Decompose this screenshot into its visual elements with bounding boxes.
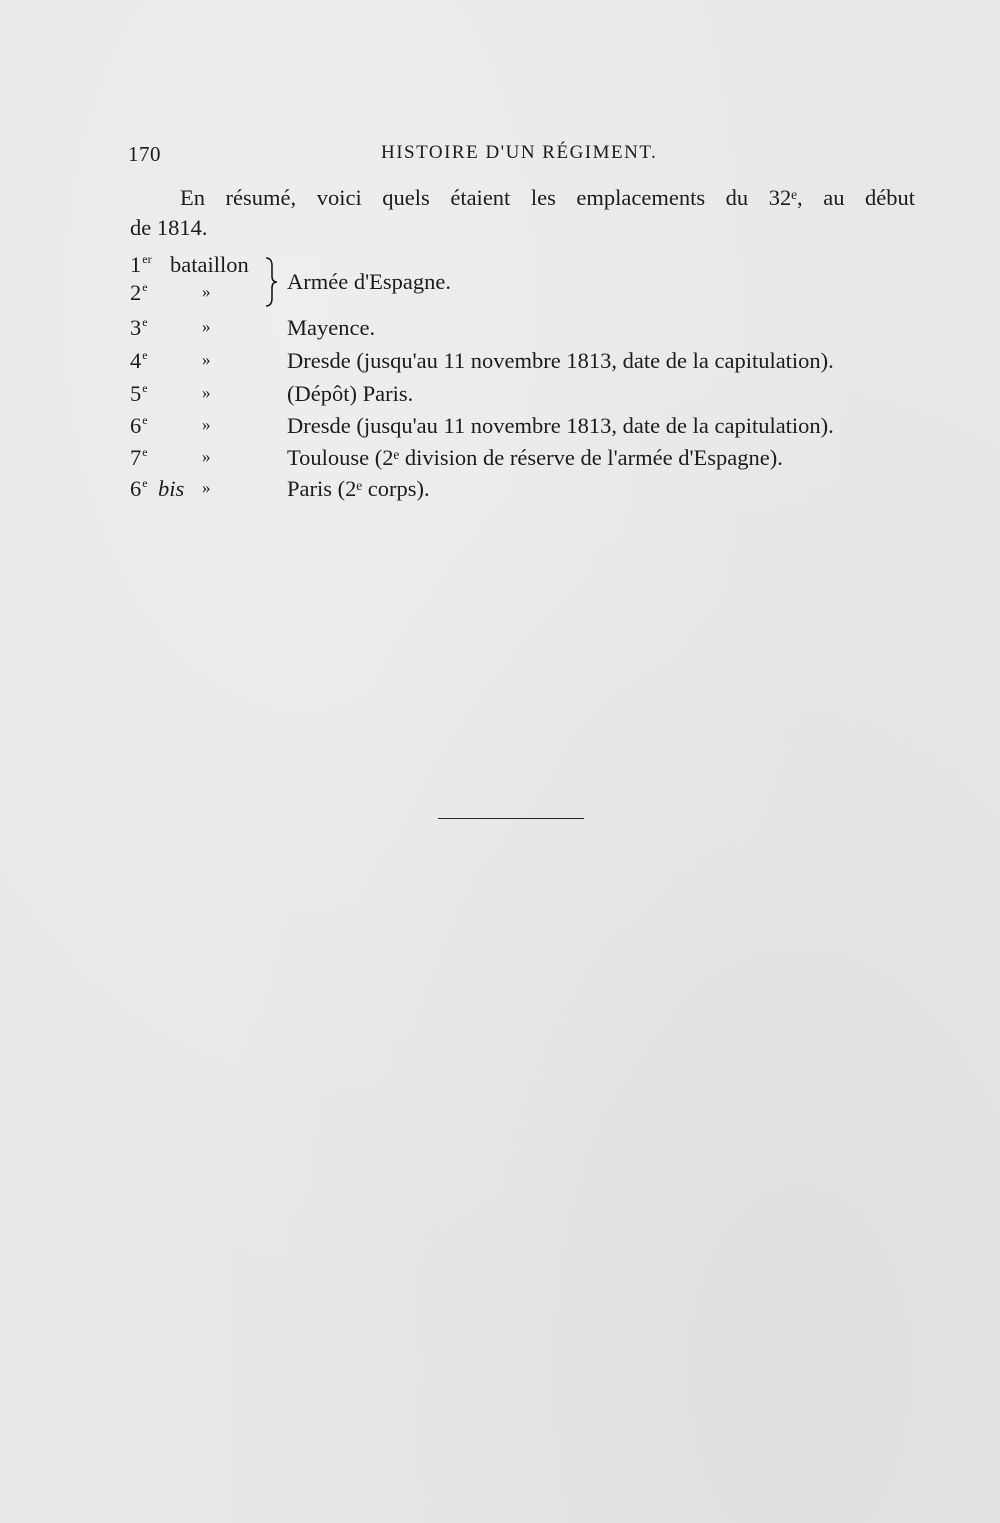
- battalion-location: (Dépôt) Paris.: [287, 381, 414, 406]
- battalion-number: 6e: [130, 476, 148, 501]
- section-end-rule: [438, 818, 584, 819]
- curly-brace-icon: [263, 256, 279, 308]
- battalion-location: Paris (2ᵉ corps).: [287, 476, 430, 501]
- ditto-mark: »: [202, 478, 211, 497]
- battalion-location: Dresde (jusqu'au 11 novembre 1813, date de la capitulation).: [287, 348, 834, 373]
- battalion-number: 2e: [130, 280, 148, 305]
- battalion-location: Toulouse (2ᵉ division de réserve de l'armée d'Espagne).: [287, 445, 783, 470]
- battalion-unit-label: bis: [158, 476, 185, 501]
- battalion-number: 6e: [130, 413, 148, 438]
- battalion-location: Mayence.: [287, 315, 376, 340]
- battalion-location: Dresde (jusqu'au 11 novembre 1813, date de la capitulation).: [287, 413, 834, 438]
- ditto-mark: »: [202, 383, 211, 402]
- battalion-unit-label: bataillon: [170, 252, 249, 277]
- battalion-number: 5e: [130, 381, 148, 406]
- page-number: 170: [128, 142, 161, 166]
- intro-paragraph: [130, 183, 915, 243]
- ditto-mark: »: [202, 282, 211, 301]
- intro-line-2: de 1814.: [130, 215, 208, 240]
- ditto-mark: »: [202, 350, 211, 369]
- battalion-row-1: [130, 252, 930, 282]
- battalion-row-4: [130, 348, 930, 378]
- battalion-number: 7e: [130, 445, 148, 470]
- ditto-mark: »: [202, 447, 211, 466]
- intro-line-1: En résumé, voici quels étaient les emplacements du 32ᵉ, au début: [180, 185, 915, 210]
- battalion-number: 4e: [130, 348, 148, 373]
- battalion-row-2: [130, 280, 930, 310]
- battalion-number: 3e: [130, 315, 148, 340]
- battalion-number: 1er: [130, 252, 152, 277]
- battalion-row-5: [130, 381, 930, 411]
- ditto-mark: »: [202, 415, 211, 434]
- battalion-location-grouped: Armée d'Espagne.: [287, 269, 451, 294]
- battalion-row-8: [130, 476, 930, 506]
- running-title: HISTOIRE D'UN RÉGIMENT.: [381, 142, 658, 163]
- ditto-mark: »: [202, 317, 211, 336]
- battalion-row-3: [130, 315, 930, 345]
- battalion-row-6: [130, 413, 930, 443]
- battalion-row-7: [130, 445, 930, 475]
- running-head: [128, 142, 918, 170]
